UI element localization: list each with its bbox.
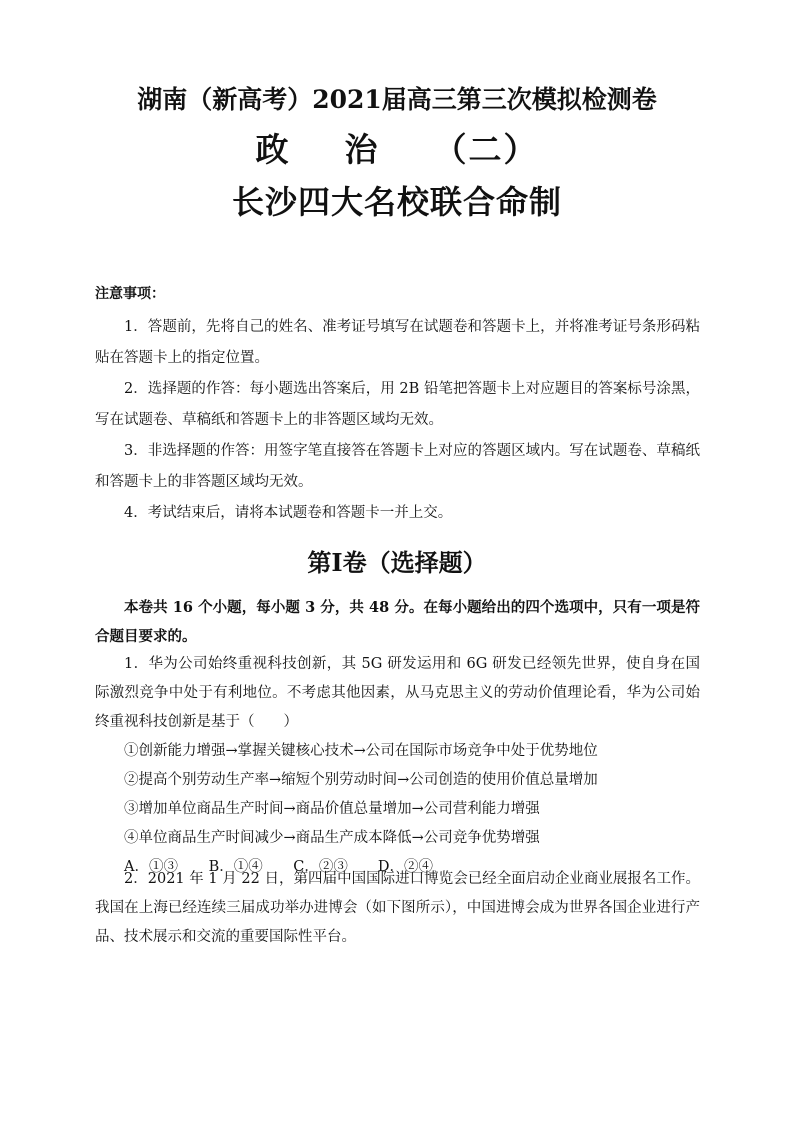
- notice-list: [95, 312, 700, 529]
- option-1: ①创新能力增强→掌握关键核心技术→公司在国际市场竞争中处于优势地位: [124, 743, 598, 759]
- choice-a: A．①③: [124, 859, 178, 875]
- option-3: ③增加单位商品生产时间→商品价值总量增加→公司营利能力增强: [124, 801, 540, 817]
- choice-b: B．①④: [208, 859, 263, 875]
- question-2: [95, 865, 700, 952]
- choice-c: C．②③: [293, 859, 348, 875]
- option-2: ②提高个别劳动生产率→缩短个别劳动时间→公司创造的使用价值总量增加: [124, 772, 598, 788]
- question-1: [95, 650, 700, 882]
- notice-item: 2．选择题的作答：每小题选出答案后，用 2B 铅笔把答题卡上对应题目的答案标号涂黑，写在试题卷、草稿纸和答题卡上的非答题区域均无效。: [95, 381, 700, 428]
- choice-d: D．②④: [377, 859, 433, 875]
- notice-item: 4．考试结束后，请将本试题卷和答题卡一并上交。: [124, 505, 453, 521]
- option-4: ④单位商品生产时间减少→商品生产成本降低→公司竞争优势增强: [124, 830, 540, 846]
- notice-item: 3．非选择题的作答：用签字笔直接答在答题卡上对应的答题区域内。写在试题卷、草稿纸和答题卡上的非答题区域均无效。: [95, 443, 700, 490]
- notice-heading: 注意事项：: [95, 286, 165, 302]
- subject-title: [0, 128, 794, 172]
- section-intro: 本卷共 16 个小题，每小题 3 分，共 48 分。在每小题给出的四个选项中，只有一项是符合题目要求的。: [95, 599, 700, 645]
- subject-title-text: 政 治 （二）: [255, 130, 539, 169]
- section-title: 第Ⅰ卷（选择题）: [307, 548, 487, 577]
- question-stem: 2．2021 年 1 月 22 日，第四届中国国际进口博览会已经全面启动企业商业展报名工作。我国在上海已经连续三届成功举办进博会（如下图所示），中国进博会成为世界各国企业进行产品、技术展示和交流的重要国际性平台。: [95, 871, 700, 945]
- exam-title: 湖南（新高考）2021届高三第三次模拟检测卷: [137, 85, 657, 114]
- notice-item: 1．答题前，先将自己的姓名、准考证号填写在试题卷和答题卡上，并将准考证号条形码粘贴在答题卡上的指定位置。: [95, 319, 700, 366]
- exam-publisher: 长沙四大名校联合命制: [231, 183, 562, 221]
- question-stem: 1．华为公司始终重视科技创新，其 5G 研发运用和 6G 研发已经领先世界，使自身在国际激烈竞争中处于有利地位。不考虑其他因素，从马克思主义的劳动价值理论看，华为公司始终重视科技创新是基于（ ）: [95, 656, 700, 730]
